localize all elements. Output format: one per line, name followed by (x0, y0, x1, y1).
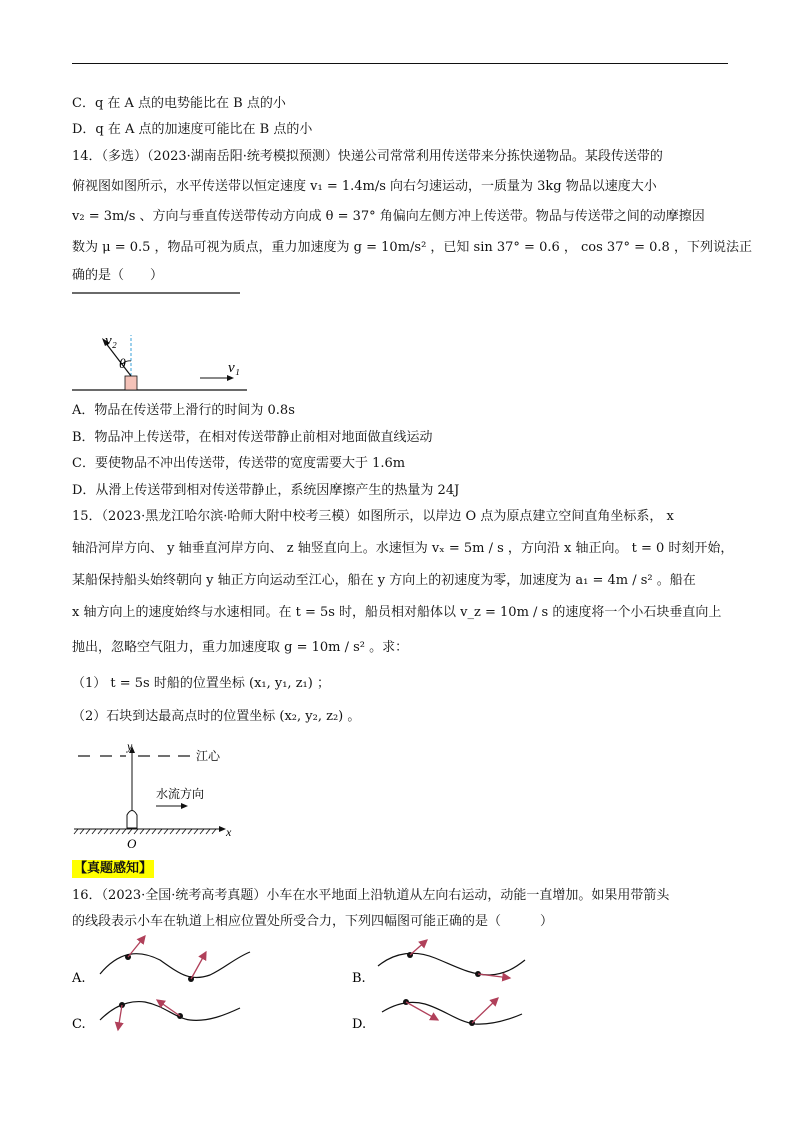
option-c-13: C．q 在 A 点的电势能比在 B 点的小 (72, 96, 286, 111)
y-axis-label: y (127, 739, 133, 753)
boat (127, 811, 137, 829)
q15-sub-1: （1） t = 5s 时船的位置坐标 (x₁, y₁, z₁) ； (72, 676, 330, 691)
v1-label: v₁ (228, 360, 240, 376)
flow-label: 水流方向 (156, 787, 205, 801)
q16-line-1: 16．（2023·全国·统考高考真题）小车在水平地面上沿轨道从左向右运动，动能一直增加。如果用带箭头 (72, 888, 670, 903)
q16-option-figures (60, 930, 580, 1042)
q15-line-4: x 轴方向上的速度始终与水速相同。在 t = 5s 时，船员相对船体以 v_z = 10m / s 的速度将一个小石块垂直向上 (72, 605, 722, 620)
q15-line-5: 抛出，忽略空气阻力，重力加速度取 g = 10m / s² 。求： (72, 640, 409, 655)
header-rule (72, 63, 728, 64)
q14-line-1: 14．（多选）（2023·湖南岳阳·统考模拟预测）快递公司常常利用传送带来分拣快递物品。某段传送带的 (72, 149, 663, 164)
option-b-14: B．物品冲上传送带，在相对传送带静止前相对地面做直线运动 (72, 430, 433, 445)
river-center-label: 江心 (196, 749, 221, 763)
q15-line-1: 15．（2023·黑龙江哈尔滨·哈师大附中校考三模）如图所示，以岸边 O 点为原点建立空间直角坐标系， x (72, 509, 674, 524)
force-d2 (472, 998, 498, 1023)
option-d-label: D. (352, 1017, 367, 1032)
package-box (125, 376, 137, 390)
option-c-14: C．要使物品不冲出传送带，传送带的宽度需要大于 1.6m (72, 456, 406, 471)
q16-line-2: 的线段表示小车在轨道上相应位置处所受合力，下列四幅图可能正确的是（ ） (72, 914, 554, 929)
conveyor-figure (72, 290, 272, 396)
theta-label: θ (119, 357, 126, 372)
force-d1 (406, 1002, 438, 1020)
section-tag: 【真题感知】 (74, 861, 153, 876)
q14-line-3: v₂ = 3m/s 、方向与垂直传送带传动方向成 θ = 37° 角偏向左侧方冲上传送带。物品与传送带之间的动摩擦因 (72, 209, 705, 224)
force-c1 (118, 1005, 122, 1030)
q15-line-2: 轴沿河岸方向、 y 轴垂直河岸方向、 z 轴竖直向上。水速恒为 vₓ = 5m / s ，方向沿 x 轴正向。 t = 0 时刻开始， (72, 541, 734, 556)
option-a-label: A. (72, 971, 86, 986)
q14-line-4: 数为 μ = 0.5 ，物品可视为质点，重力加速度为 g = 10m/s² ，已知 sin 37° = 0.6 ， cos 37° = 0.8 ，下列说法正 (72, 240, 752, 255)
option-d-13: D．q 在 A 点的加速度可能比在 B 点的小 (72, 122, 313, 137)
track-a (100, 952, 250, 978)
q15-sub-2: （2）石块到达最高点时的位置坐标 (x₂, y₂, z₂) 。 (72, 709, 361, 724)
q14-line-5: 确的是（ ） (72, 268, 164, 283)
track-d (382, 1002, 522, 1024)
origin-label: O (127, 836, 137, 851)
force-c2 (157, 1000, 180, 1016)
option-a-14: A．物品在传送带上滑行的时间为 0.8s (72, 403, 295, 418)
x-axis-label: x (226, 825, 232, 839)
track-b (378, 953, 525, 975)
force-a2 (191, 952, 206, 979)
q14-line-2: 俯视图如图所示，水平传送带以恒定速度 v₁ = 1.4m/s 向右匀速运动，一质量为 3kg 物品以速度大小 (72, 179, 657, 194)
force-b1 (410, 940, 427, 955)
option-b-label: B. (352, 971, 366, 986)
ground-hatch (74, 829, 216, 834)
v2-label: v₂ (105, 333, 117, 349)
option-d-14: D．从滑上传送带到相对传送带静止，系统因摩擦产生的热量为 24J (72, 483, 460, 498)
river-figure (72, 740, 252, 858)
option-c-label: C. (72, 1017, 86, 1032)
q15-line-3: 某船保持船头始终朝向 y 轴正方向运动至江心，船在 y 方向上的初速度为零，加速度为 a₁ = 4m / s² 。船在 (72, 573, 696, 588)
